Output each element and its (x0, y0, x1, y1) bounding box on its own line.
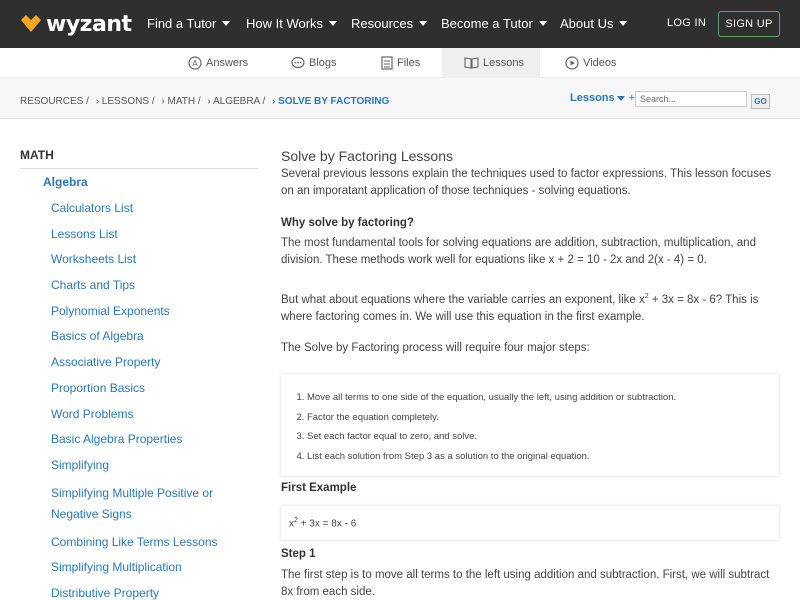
sidebar-item[interactable]: Distributive Property (51, 585, 160, 600)
breadcrumb-bar (0, 78, 800, 119)
sidebar-item[interactable]: Simplifying (51, 457, 110, 472)
chevron-down-icon (539, 21, 547, 26)
breadcrumb (20, 96, 393, 107)
sidebar-item[interactable]: Simplifying Multiplication (51, 560, 182, 575)
sidebar-divider (20, 168, 258, 169)
nav-about-us[interactable]: About Us (560, 16, 627, 31)
tab-blogs[interactable]: Blogs (291, 48, 337, 78)
example-heading: First Example (281, 482, 357, 494)
intro-paragraph: Several previous lessons explain the techniques used to factor expressions. This lesson focuses on an imporatant application of those techniques - solving equations. (281, 168, 772, 197)
tab-lessons[interactable]: Lessons (442, 48, 540, 78)
page-title: Solve by Factoring Lessons (281, 148, 453, 164)
chevron-down-icon (619, 21, 627, 26)
why-heading: Why solve by factoring? (281, 217, 414, 229)
sidebar-list (51, 200, 258, 600)
sidebar-item[interactable]: Basics of Algebra (51, 329, 144, 344)
nav-become-a-tutor[interactable]: Become a Tutor (441, 16, 547, 31)
sidebar-item[interactable]: Word Problems (51, 406, 134, 421)
sidebar-item[interactable]: Charts and Tips (51, 278, 136, 293)
sidebar-item[interactable]: Calculators List (51, 201, 134, 215)
blogs-icon (291, 56, 305, 70)
logo-text: wyzant (46, 11, 132, 37)
sidebar-item[interactable]: Proportion Basics (51, 380, 146, 395)
nav-resources[interactable]: Resources (351, 16, 427, 31)
sidebar-item[interactable]: Associative Property (51, 355, 161, 370)
chevron-down-icon (329, 21, 337, 26)
why-paragraph: The most fundamental tools for solving equations are addition, subtraction, multiplication, and division. These methods work well for equations like x + 2 = 10 - 2x and 2(x - 4) = 0. (281, 237, 756, 266)
top-navbar (0, 0, 800, 48)
logo-mark-icon (20, 14, 42, 34)
equation-box (281, 506, 779, 540)
sidebar-heading: MATH (20, 148, 54, 162)
signup-button[interactable]: SIGN UP (718, 11, 780, 37)
step1-heading: Step 1 (281, 548, 316, 560)
search-scope-dropdown[interactable]: Lessons + (570, 92, 636, 104)
list-item: 2. Factor the equation completely. (307, 412, 676, 432)
plus-icon: + (628, 92, 636, 104)
chevron-down-icon (222, 21, 230, 26)
sidebar-category-algebra[interactable]: Algebra (43, 175, 88, 189)
list-item: 1. Move all terms to one side of the equation, usually the left, using addition or subtraction. (307, 392, 676, 412)
files-icon (381, 56, 393, 70)
sidebar-item[interactable]: Polynomial Exponents (51, 303, 170, 318)
breadcrumb-lessons[interactable]: › LESSONS / (95, 96, 155, 107)
equation: $x^2 + 3x = 8x - 6$ (289, 517, 357, 530)
breadcrumb-math[interactable]: › MATH / (161, 96, 201, 107)
resources-subnav (0, 48, 800, 78)
list-item: 3. Set each factor equal to zero, and solve. (307, 431, 676, 451)
steps-list (307, 392, 676, 470)
tab-answers[interactable]: A Answers (188, 48, 248, 78)
breadcrumb-resources[interactable]: RESOURCES / (20, 96, 89, 107)
list-item: 4. List each solution from Step 3 as a solution to the original equation. (307, 451, 676, 471)
chevron-down-icon (617, 96, 625, 101)
process-paragraph: The Solve by Factoring process will require four major steps: (281, 342, 590, 354)
sidebar-item[interactable]: Simplifying Multiple Positive or Negative Signs (51, 485, 214, 521)
step1-paragraph: The first step is to move all terms to the left using addition and subtraction. First, we will subtract 8x from each side. (281, 569, 770, 598)
go-button[interactable]: GO (751, 94, 770, 109)
lessons-icon (464, 57, 479, 69)
videos-icon (565, 56, 579, 70)
breadcrumb-current: › SOLVE BY FACTORING (272, 96, 390, 107)
chevron-down-icon (419, 21, 427, 26)
sidebar-item[interactable]: Lessons List (51, 226, 118, 241)
nav-find-a-tutor[interactable]: Find a Tutor (147, 16, 230, 31)
steps-box (281, 374, 779, 476)
exponent-paragraph: But what about equations where the variable carries an exponent, like $x^2 + 3x = 8x - 6$? This is where factoring comes in. We will use this equation in the first example. (281, 293, 759, 323)
search-input[interactable] (635, 91, 747, 107)
sidebar-item[interactable]: Basic Algebra Properties (51, 432, 183, 447)
sidebar-item[interactable]: Combining Like Terms Lessons (51, 534, 218, 549)
login-link[interactable]: LOG IN (667, 17, 707, 29)
nav-how-it-works[interactable]: How It Works (246, 16, 337, 31)
breadcrumb-algebra[interactable]: › ALGEBRA / (207, 96, 266, 107)
answers-icon (188, 56, 202, 70)
sidebar-item[interactable]: Worksheets List (51, 252, 137, 267)
tab-files[interactable]: Files (381, 48, 420, 78)
wyzant-logo[interactable] (20, 12, 132, 36)
tab-videos[interactable]: Videos (565, 48, 616, 78)
svg-text:A: A (192, 59, 198, 68)
